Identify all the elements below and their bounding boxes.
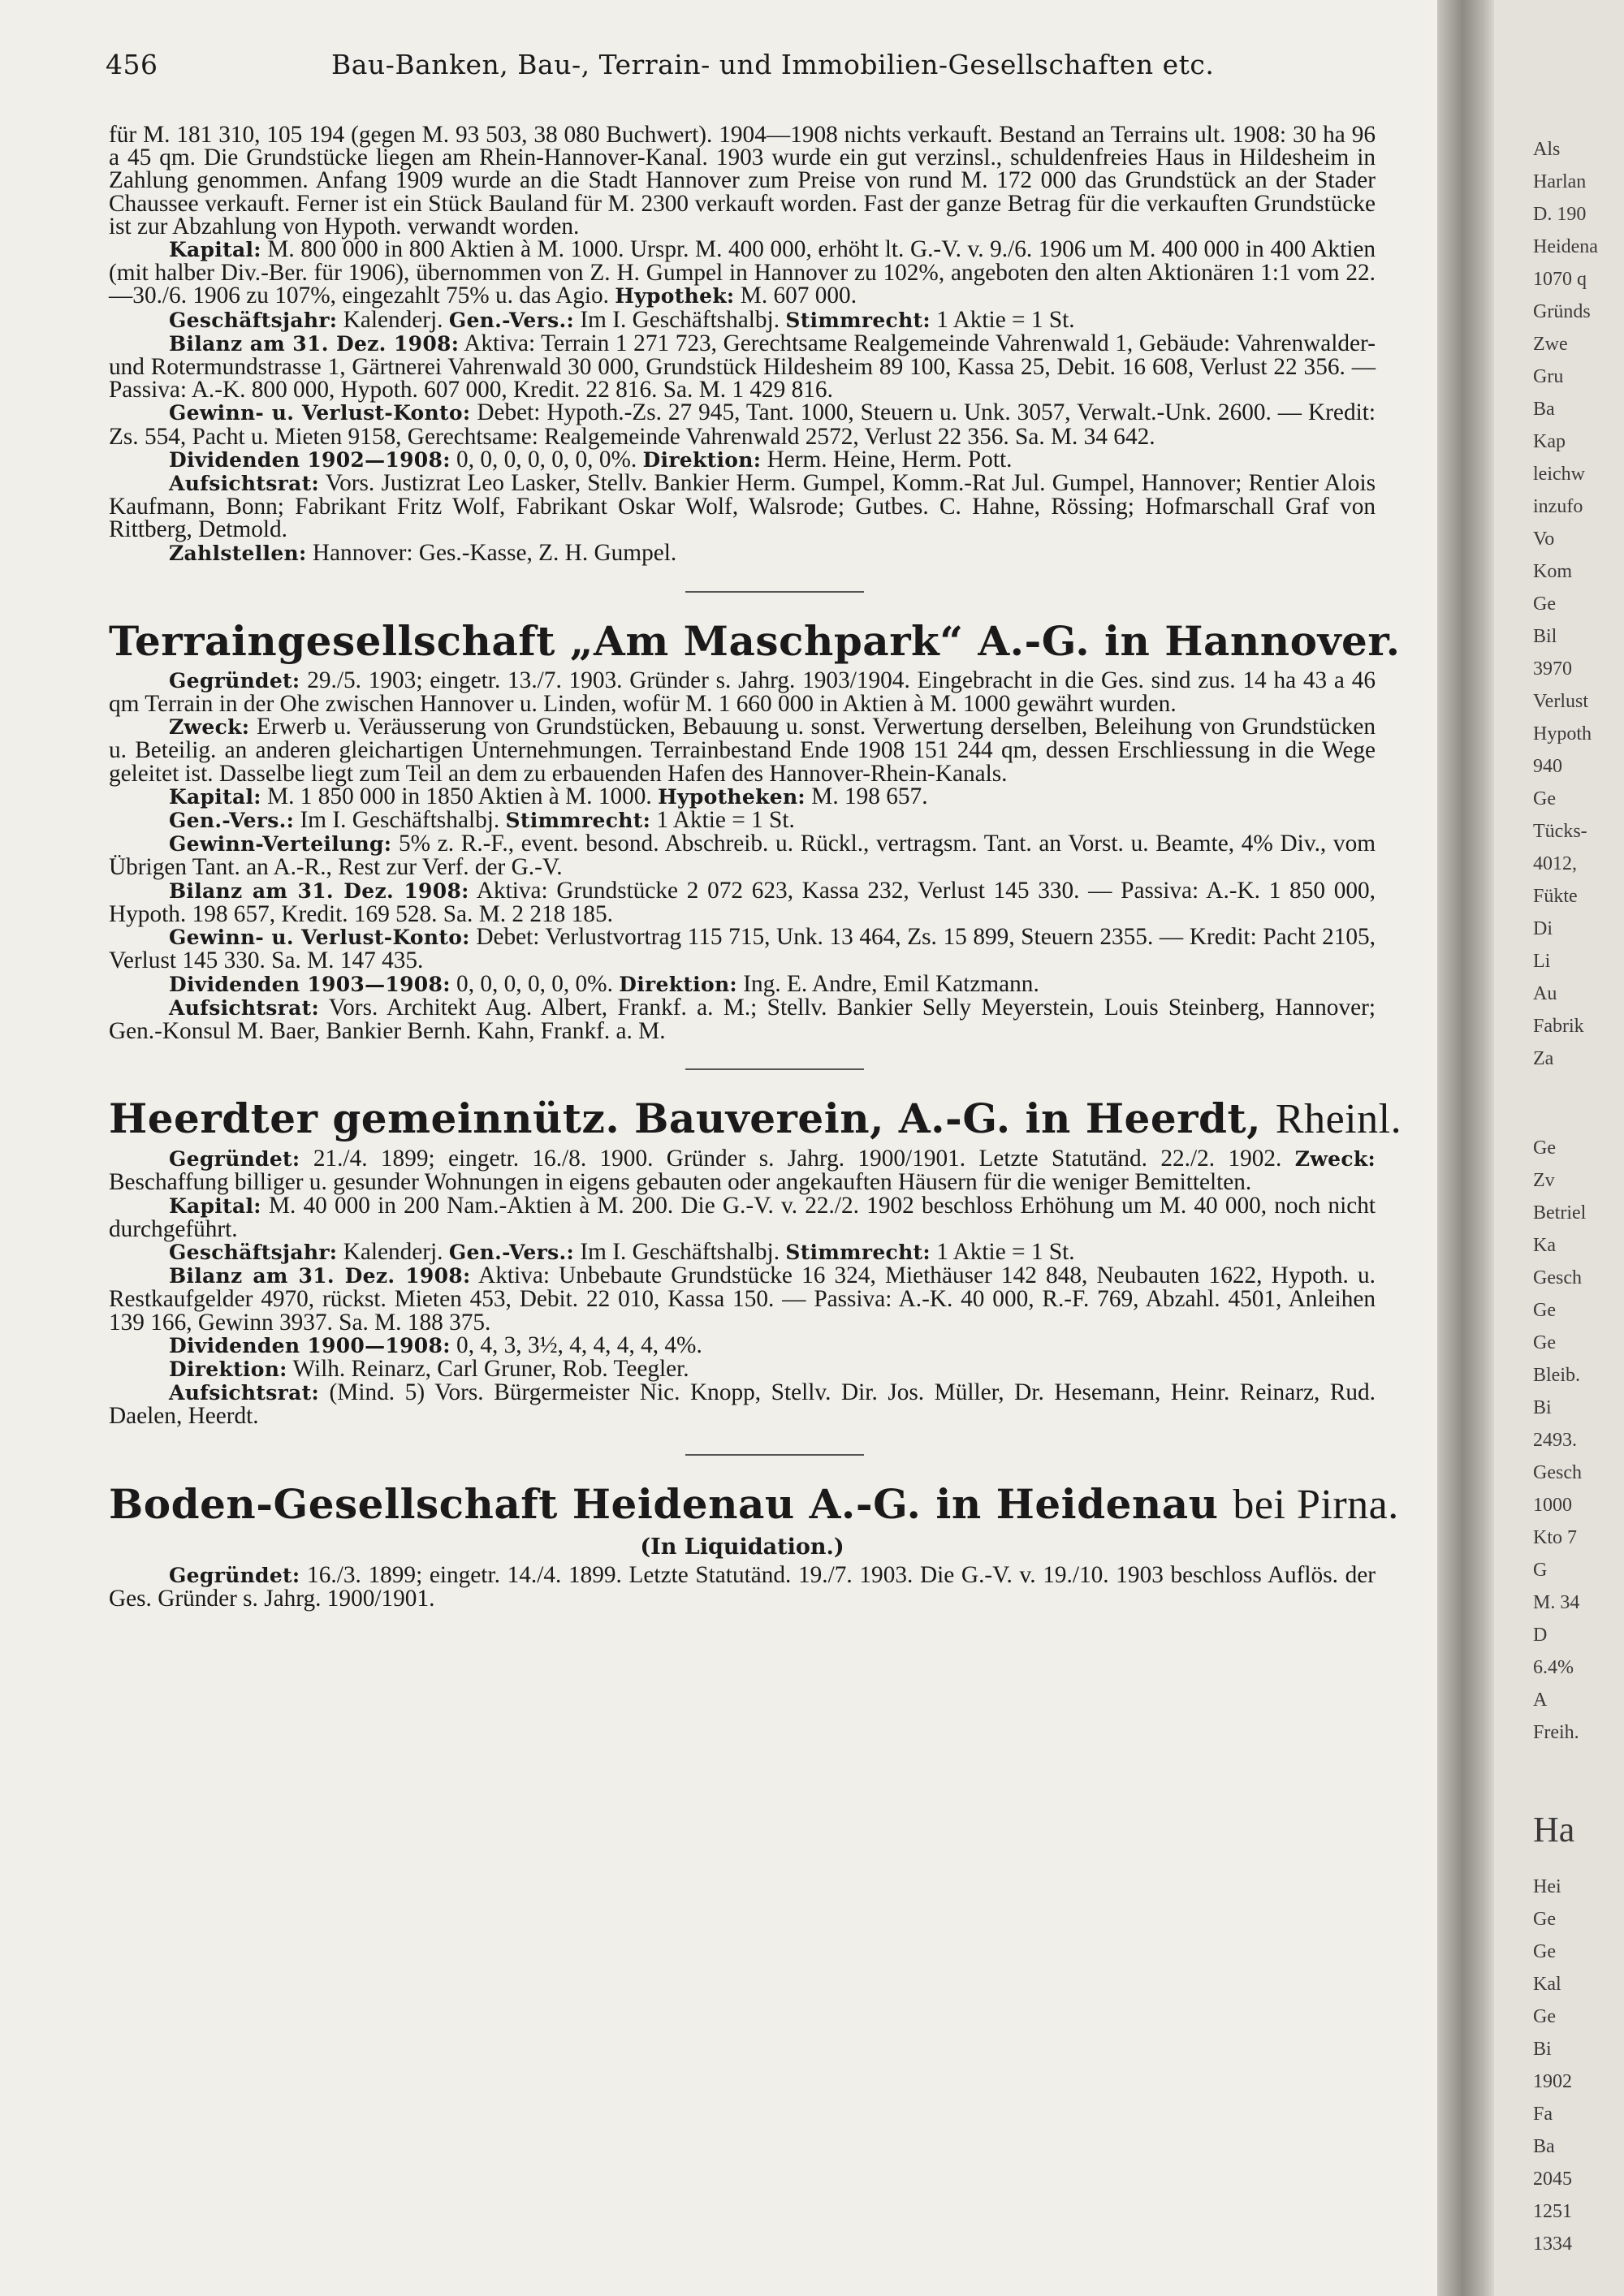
paragraph xyxy=(109,1379,1376,1430)
field-value: 16./3. 1899; eingetr. 14./4. 1899. Letzte Statutänd. 19./7. 1903. Die G.-V. v. 19./10. 1903 beschloss Auflös. der Ges. Gründer s. Jahrg. 1900/1901. xyxy=(109,1561,1376,1612)
field-label: Direktion: xyxy=(169,1357,287,1381)
page-number: 456 xyxy=(106,49,158,80)
paragraph xyxy=(109,448,1376,472)
entry-continued xyxy=(109,123,1376,565)
adjacent-page-fragment: 2493. xyxy=(1533,1430,1577,1451)
adjacent-page-fragment: Gründs xyxy=(1533,301,1591,322)
paragraph xyxy=(109,996,1376,1042)
adjacent-page-fragment: Ge xyxy=(1533,1300,1556,1321)
paragraph xyxy=(109,667,1376,718)
adjacent-page-fragment: Ba xyxy=(1533,399,1555,420)
field-label: Hypotheken: xyxy=(658,784,806,809)
entry-title-text: Boden-Gesellschaft Heidenau A.-G. in Heidenau xyxy=(109,1479,1219,1528)
field-value: M. 40 000 in 200 Nam.-Aktien à M. 200. Die G.-V. v. 22./2. 1902 beschloss Erhöhung um M. 40 000, noch nicht durchgeführt. xyxy=(109,1192,1376,1242)
field-label: Stimmrecht: xyxy=(505,809,651,833)
field-value: Ing. E. Andre, Emil Katzmann. xyxy=(743,970,1039,997)
field-value: Aktiva: Grundstücke 2 072 623, Kassa 232, Verlust 145 330. — Passiva: A.-K. 1 850 000, Hypoth. 198 657, Kredit. 169 528. Sa. M. 2 218 185. xyxy=(109,877,1376,927)
field-label: Stimmrecht: xyxy=(785,308,931,332)
adjacent-page-fragment: inzufo xyxy=(1533,496,1583,517)
entry-title xyxy=(109,1094,1402,1144)
paragraph xyxy=(109,970,1376,997)
adjacent-page-fragment: 940 xyxy=(1533,756,1562,777)
paragraph xyxy=(109,1561,1376,1612)
adjacent-page-fragment: 1070 q xyxy=(1533,269,1587,290)
entry-heerdt xyxy=(109,1094,1402,1430)
adjacent-page-fragment: Verlust xyxy=(1533,691,1588,712)
entry-maschpark xyxy=(109,616,1401,1044)
paragraph xyxy=(109,809,1376,832)
field-label: Aufsichtsrat: xyxy=(169,472,319,496)
field-label: Gegründet: xyxy=(169,1563,300,1587)
field-value: Im I. Geschäftshalbj. xyxy=(580,1238,780,1265)
field-label: Aufsichtsrat: xyxy=(169,1381,319,1405)
field-value: Erwerb u. Veräusserung von Grundstücken, Bebauung u. sonst. Verwertung derselben, Beleihung von Grundstücken u. Beteilig. an anderen gleichartigen Unternehmungen. Terrainbestand Ende 1908 151 244 qm, dessen Erschliessung in die Wege geleitet ist. Dasselbe liegt zum Teil an dem zu erbauenden Hafen des Hannover-Rhein-Kanals. xyxy=(109,714,1376,787)
field-label: Kapital: xyxy=(169,784,261,809)
adjacent-page-fragment: Fükte xyxy=(1533,886,1578,907)
adjacent-page-fragment: Kto 7 xyxy=(1533,1527,1577,1548)
adjacent-page-fragment: Betriel xyxy=(1533,1202,1587,1224)
adjacent-page-fragment: Heidena xyxy=(1533,236,1598,257)
adjacent-page-fragment: Bil xyxy=(1533,626,1557,647)
paragraph xyxy=(109,332,1376,402)
paragraph xyxy=(109,123,1376,238)
adjacent-page-fragment: M. 34 xyxy=(1533,1592,1580,1613)
field-label: Kapital: xyxy=(169,238,261,262)
adjacent-page-fragment: Ka xyxy=(1533,1235,1556,1256)
adjacent-page-fragment: Harlan xyxy=(1533,171,1587,192)
adjacent-page-fragment: Bleib. xyxy=(1533,1365,1580,1386)
adjacent-page-fragment: Kom xyxy=(1533,561,1572,582)
field-label: Gegründet: xyxy=(169,668,300,693)
section-divider xyxy=(685,1068,864,1070)
field-value: Debet: Verlustvortrag 115 715, Unk. 13 464, Zs. 15 899, Steuern 2355. — Kredit: Pacht 2105, Verlust 145 330. Sa. M. 147 435. xyxy=(109,924,1376,974)
field-value: 0, 0, 0, 0, 0, 0%. xyxy=(456,970,613,997)
paragraph xyxy=(109,1194,1376,1241)
field-value: (Mind. 5) Vors. Bürgermeister Nic. Knopp, Stellv. Dir. Jos. Müller, Dr. Hesemann, Heinr. Reinarz, Rud. Daelen, Heerdt. xyxy=(109,1379,1376,1430)
adjacent-page-fragment: Freih. xyxy=(1533,1722,1579,1743)
field-value: M. 800 000 in 800 Aktien à M. 1000. Urspr. M. 400 000, erhöht lt. G.-V. v. 9./6. 1906 um M. 400 000 in 400 Aktien (mit halber Div.-Ber. für 1906), übernommen von Z. H. Gumpel in Hannover zu 102%, angeboten den alten Aktionären 1:1 vom 22.—30./6. 1906 zu 107%, eingezahlt 75% u. das Agio. xyxy=(109,236,1376,309)
text-column xyxy=(109,122,1402,1612)
field-value: Im I. Geschäftshalbj. xyxy=(580,306,780,333)
adjacent-page-fragment: D. 190 xyxy=(1533,204,1587,225)
paragraph xyxy=(109,1357,1376,1381)
field-label: Geschäftsjahr: xyxy=(169,308,338,332)
field-label: Stimmrecht: xyxy=(785,1240,931,1264)
paragraph xyxy=(109,1146,1376,1196)
field-label: Gen.-Vers.: xyxy=(448,1240,574,1264)
field-label: Zweck: xyxy=(169,715,250,740)
field-label: Aufsichtsrat: xyxy=(169,995,319,1020)
paragraph xyxy=(109,306,1376,333)
paragraph xyxy=(109,539,1376,566)
field-value: 0, 4, 3, 3½, 4, 4, 4, 4, 4%. xyxy=(456,1331,702,1358)
field-value: 0, 0, 0, 0, 0, 0, 0%. xyxy=(456,446,637,473)
adjacent-page-fragment: Hypoth xyxy=(1533,723,1592,744)
section-divider xyxy=(685,1454,864,1456)
adjacent-page-edge xyxy=(1494,0,1624,2296)
entry-subtitle: (In Liquidation.) xyxy=(640,1534,844,1560)
adjacent-page-fragment: 1902 xyxy=(1533,2071,1572,2092)
section-divider xyxy=(685,591,864,593)
paragraph xyxy=(109,238,1376,309)
adjacent-page-fragment: G xyxy=(1533,1560,1548,1581)
paragraph xyxy=(109,472,1376,542)
adjacent-page-fragment: Di xyxy=(1533,918,1553,939)
field-value: 1 Aktie = 1 St. xyxy=(936,306,1075,333)
adjacent-page-fragment: Ge xyxy=(1533,1137,1556,1159)
paragraph xyxy=(109,1264,1376,1334)
adjacent-page-fragment: Ge xyxy=(1533,1941,1556,1962)
adjacent-page-fragment: Ge xyxy=(1533,1909,1556,1930)
field-label: Zweck: xyxy=(1294,1147,1376,1172)
field-label: Gen.-Vers.: xyxy=(448,308,574,332)
field-label: Dividenden 1900—1908: xyxy=(169,1333,451,1357)
field-label: Hypothek: xyxy=(615,284,735,309)
paragraph xyxy=(109,926,1376,972)
adjacent-page-fragment: Bi xyxy=(1533,2039,1552,2060)
adjacent-page-fragment: 3970 xyxy=(1533,658,1572,680)
entry-title xyxy=(109,1479,1399,1530)
field-value: Kalenderj. xyxy=(343,1238,443,1265)
field-value: M. 198 657. xyxy=(811,783,928,809)
field-value: M. 1 850 000 in 1850 Aktien à M. 1000. xyxy=(267,783,652,809)
adjacent-page-fragment: Kap xyxy=(1533,431,1566,452)
field-label: Zahlstellen: xyxy=(169,541,307,565)
adjacent-page-fragment: Ha xyxy=(1533,1810,1575,1849)
field-value: Herm. Heine, Herm. Pott. xyxy=(767,446,1013,473)
adjacent-page-fragment: Als xyxy=(1533,139,1561,160)
field-value: 21./4. 1899; eingetr. 16./8. 1900. Gründer s. Jahrg. 1900/1901. Letzte Statutänd. 22./2. 1902. xyxy=(313,1146,1282,1172)
paragraph-text: für M. 181 310, 105 194 (gegen M. 93 503, 38 080 Buchwert). 1904—1908 nichts verkauft. Bestand an Terrains ult. 1908: 30 ha 96 a 45 qm. Die Grundstücke liegen am Rhein-Hannover-Kanal. 1903 wurde ein gut verzinsl., schuldenfreies Haus in Hildesheim in Zahlung genommen. Anfang 1909 wurde an die Stadt Hannover zum Preise von rund M. 172 000 das Grundstück an der Stader Chaussee verkauft. Ferner ist ein Stück Bauland für M. 2300 verkauft worden. Fast der ganze Betrag für die verkauften Grundstücke ist zur Abzahlung von Hypoth. verwandt worden. xyxy=(109,122,1376,240)
field-label: Geschäftsjahr: xyxy=(169,1240,338,1264)
entry-title-location: Rheinl. xyxy=(1275,1096,1402,1143)
adjacent-page-fragment: 6.4% xyxy=(1533,1657,1574,1678)
adjacent-page-fragment: Tücks- xyxy=(1533,821,1587,842)
paragraph xyxy=(109,715,1376,785)
adjacent-page-fragment: Gru xyxy=(1533,366,1564,387)
adjacent-page-fragment: Au xyxy=(1533,983,1557,1004)
adjacent-page-fragment: Bi xyxy=(1533,1397,1552,1418)
field-value: Vors. Justizrat Leo Lasker, Stellv. Bankier Herm. Gumpel, Komm.-Rat Jul. Gumpel, Hannover; Rentier Alois Kaufmann, Bonn; Fabrikant Fritz Wolf, Fabrikant Oskar Wolf, Walsrode; Gutbes. C. Hahne, Rössing; Hofmarschall Graf von Rittberg, Detmold. xyxy=(109,470,1376,543)
adjacent-page-fragment: Fa xyxy=(1533,2104,1553,2125)
field-value: 1 Aktie = 1 St. xyxy=(656,807,795,834)
running-title: Bau-Banken, Bau-, Terrain- und Immobilien-Gesellschaften etc. xyxy=(331,49,1215,80)
field-value: Kalenderj. xyxy=(343,306,443,333)
adjacent-page-fragment: Hei xyxy=(1533,1876,1561,1897)
field-value: Wilh. Reinarz, Carl Gruner, Rob. Teegler. xyxy=(292,1355,689,1382)
adjacent-page-fragment: Ge xyxy=(1533,788,1556,809)
adjacent-page-fragment: Gesch xyxy=(1533,1267,1582,1288)
paragraph xyxy=(109,399,1376,450)
adjacent-page-fragment: 1334 xyxy=(1533,2233,1572,2255)
field-label: Bilanz am 31. Dez. 1908: xyxy=(169,878,469,903)
field-value: Aktiva: Unbebaute Grundstücke 16 324, Miethäuser 142 848, Neubauten 1622, Hypoth. u. Restkaufgelder 4970, rückst. Mieten 453, Debit. 22 010, Kassa 150. — Passiva: A.-K. 40 000, R.-F. 769, Abzahl. 4501, Anleihen 139 166, Gewinn 3937. Sa. M. 188 375. xyxy=(109,1262,1376,1336)
field-value: 5% z. R.-F., event. besond. Abschreib. u. Rückl., vertragsm. Tant. an Vorst. u. Beamte, 4% Div., vom Übrigen Tant. an A.-R., Rest zur Verf. der G.-V. xyxy=(109,831,1376,881)
field-label: Gewinn-Verteilung: xyxy=(169,832,392,857)
field-value: Hannover: Ges.-Kasse, Z. H. Gumpel. xyxy=(312,539,677,566)
entry-title-text: Heerdter gemeinnütz. Bauverein, A.-G. in Heerdt, xyxy=(109,1094,1261,1143)
paragraph xyxy=(109,1331,1376,1358)
field-value: 1 Aktie = 1 St. xyxy=(936,1238,1075,1265)
adjacent-page-fragment: Ge xyxy=(1533,2006,1556,2027)
paragraph xyxy=(109,879,1376,926)
field-value: M. 607 000. xyxy=(740,283,857,309)
paragraph xyxy=(109,785,1376,809)
field-value: Aktiva: Terrain 1 271 723, Gerechtsame Realgemeinde Vahrenwald 1, Gebäude: Vahrenwalder- und Rotermundstrasse 1, Gärtnerei Vahrenwald 30 000, Grundstück Hildesheim 89 100, Kassa 25, Debit. 16 608, Verlust 22 356. — Passiva: A.-K. 800 000, Hypoth. 607 000, Kredit. 22 816. Sa. M. 1 429 816. xyxy=(109,330,1376,404)
adjacent-page-fragment: A xyxy=(1533,1690,1548,1711)
adjacent-page-fragment: Zv xyxy=(1533,1170,1555,1191)
paragraph xyxy=(109,831,1376,881)
adjacent-page-fragment: D xyxy=(1533,1625,1548,1646)
entry-title: Terraingesellschaft „Am Maschpark“ A.-G. in Hannover. xyxy=(109,616,1401,665)
field-value: 29./5. 1903; eingetr. 13./7. 1903. Gründer s. Jahrg. 1903/1904. Eingebracht in die Ges. sind zus. 14 ha 43 a 46 qm Terrain in der Ohe zwischen Hannover u. Linden, wofür M. 1 660 000 in Aktien à M. 1000 gewährt wurden. xyxy=(109,667,1376,718)
field-label: Dividenden 1902—1908: xyxy=(169,447,451,472)
field-label: Gewinn- u. Verlust-Konto: xyxy=(169,401,471,425)
field-label: Gewinn- u. Verlust-Konto: xyxy=(169,926,470,950)
field-value: Im I. Geschäftshalbj. xyxy=(300,807,500,834)
adjacent-page-fragment: 1251 xyxy=(1533,2201,1572,2222)
field-label: Direktion: xyxy=(642,447,762,472)
adjacent-page-fragment: Za xyxy=(1533,1048,1554,1069)
adjacent-page-fragment: 4012, xyxy=(1533,853,1577,874)
adjacent-page-fragment: Ge xyxy=(1533,593,1556,615)
field-value: Vors. Architekt Aug. Albert, Frankf. a. M.; Stellv. Bankier Selly Meyerstein, Louis Steinberg, Hannover; Gen.-Konsul M. Baer, Bankier Bernh. Kahn, Frankf. a. M. xyxy=(109,994,1376,1044)
adjacent-page-fragment: 2045 xyxy=(1533,2169,1572,2190)
field-label: Kapital: xyxy=(169,1193,261,1218)
adjacent-page-fragment: Gesch xyxy=(1533,1462,1582,1483)
adjacent-page-fragment: Ge xyxy=(1533,1332,1556,1353)
adjacent-page-fragment: 1000 xyxy=(1533,1495,1572,1516)
field-label: Direktion: xyxy=(619,972,737,996)
field-value: Beschaffung billiger u. gesunder Wohnungen in eigens gebauten oder angekauften Häusern für die weniger Bemittelten. xyxy=(109,1169,1252,1196)
adjacent-page-fragment: Fabrik xyxy=(1533,1016,1584,1037)
field-label: Bilanz am 31. Dez. 1908: xyxy=(169,1264,471,1288)
book-gutter xyxy=(1437,0,1494,2296)
field-label: Gen.-Vers.: xyxy=(169,809,295,833)
adjacent-page-fragment: leichw xyxy=(1533,464,1585,485)
field-label: Bilanz am 31. Dez. 1908: xyxy=(169,331,460,356)
entry-heidenau xyxy=(109,1479,1399,1612)
adjacent-page-fragment: Zwe xyxy=(1533,334,1568,355)
field-label: Dividenden 1903—1908: xyxy=(169,972,451,996)
field-label: Gegründet: xyxy=(169,1147,300,1172)
adjacent-page-fragment: Kal xyxy=(1533,1974,1561,1995)
adjacent-page-fragment: Vo xyxy=(1533,529,1555,550)
entry-title-location: bei Pirna. xyxy=(1233,1481,1399,1528)
paragraph xyxy=(109,1238,1376,1265)
adjacent-page-fragment: Li xyxy=(1533,951,1551,972)
adjacent-page-fragment: Ba xyxy=(1533,2136,1555,2157)
field-value: Debet: Hypoth.-Zs. 27 945, Tant. 1000, Steuern u. Unk. 3057, Verwalt.-Unk. 2600. — Kredit: Zs. 554, Pacht u. Mieten 9158, Gerechtsame: Realgemeinde Vahrenwald 2572, Verlust 22 356. Sa. M. 34 642. xyxy=(109,399,1376,450)
